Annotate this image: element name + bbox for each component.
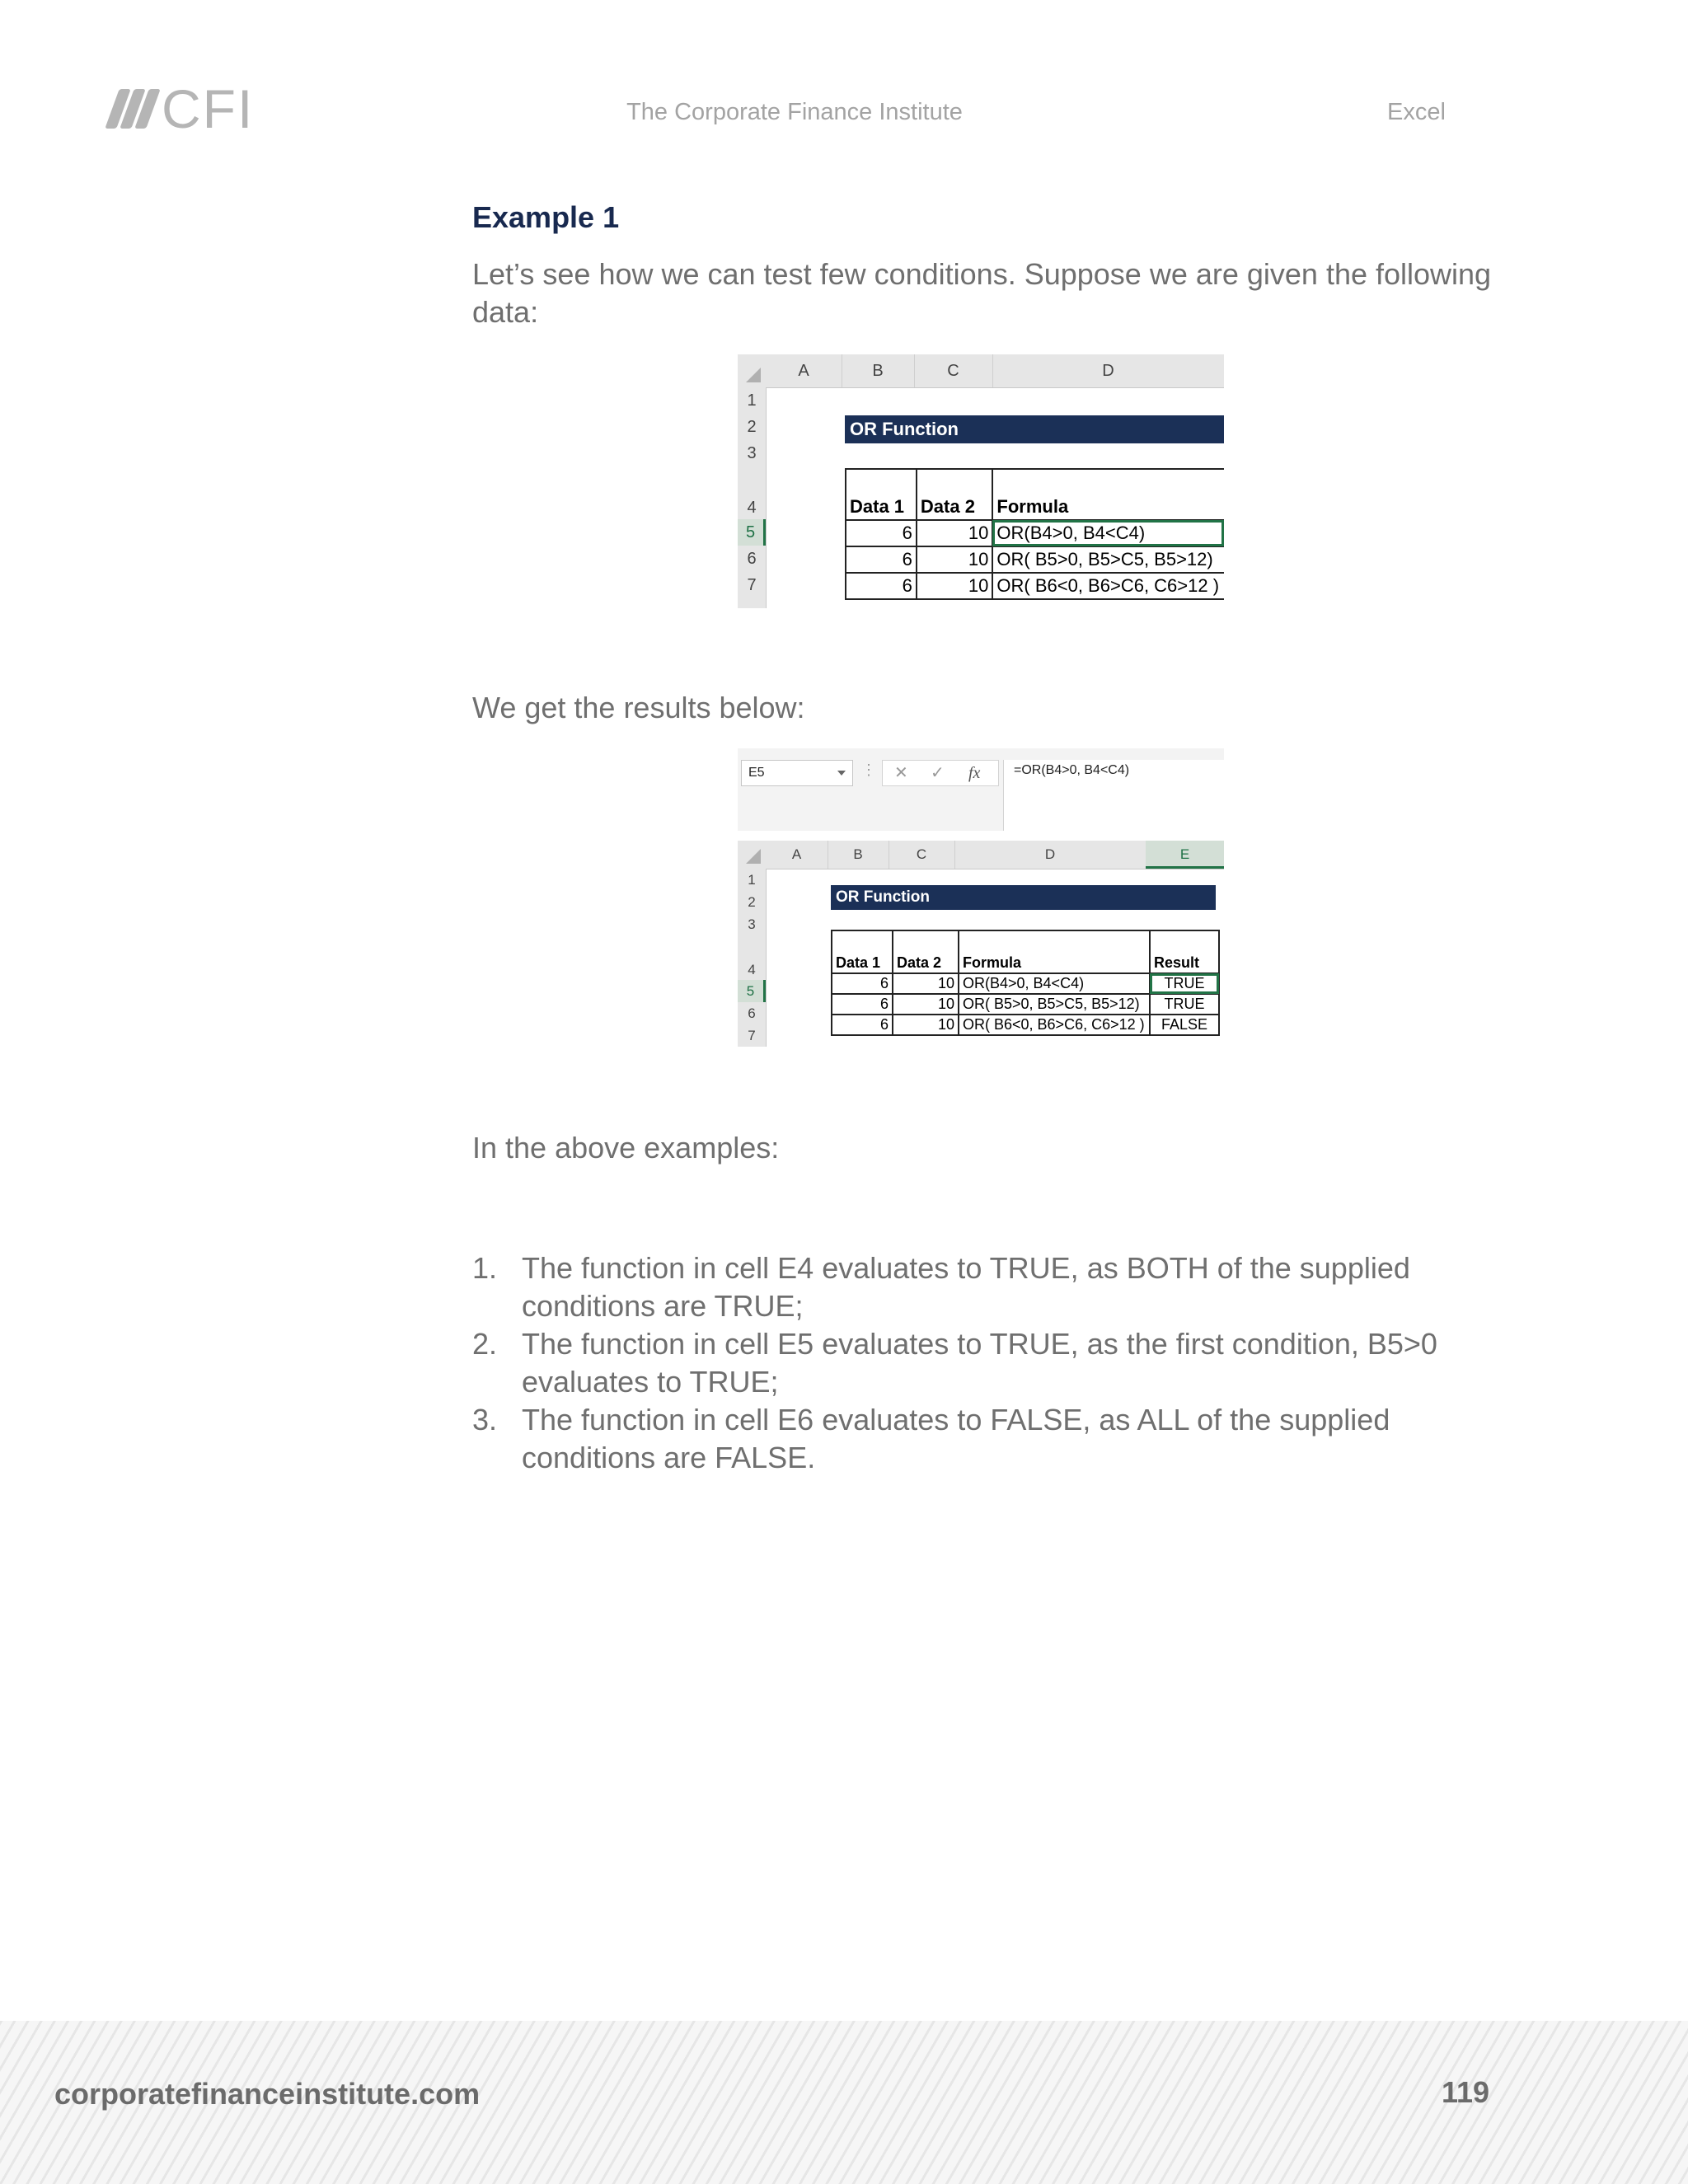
row-header-selected: 5 [738, 980, 766, 1002]
name-box[interactable] [741, 760, 853, 786]
main-content [472, 198, 1494, 331]
data-table [845, 468, 1224, 600]
cell: OR(B4>0, B4<C4) [992, 520, 1224, 546]
cancel-icon[interactable]: ✕ [894, 764, 908, 782]
footer-site: corporatefinanceinstitute.com [54, 2077, 481, 2111]
table-row [832, 973, 1219, 994]
results-table [831, 930, 1220, 1036]
results-intro: We get the results below: [472, 691, 805, 724]
column-header: B [842, 354, 915, 387]
cell: 10 [917, 520, 993, 546]
column-header: D [1102, 362, 1114, 380]
table-row [846, 520, 1224, 546]
row-header: 1 [747, 391, 757, 410]
row-headers [738, 387, 767, 608]
column-header: C [889, 841, 955, 869]
formula-controls [882, 760, 999, 786]
header-cell: Data 1 [846, 469, 917, 520]
chevron-down-icon [837, 771, 846, 776]
intro-paragraph: Let’s see how we can test few conditions. Suppose we are given the following data: [472, 257, 1492, 329]
excel-screenshot-results [738, 748, 1224, 1047]
list-item: 3. The function in cell E6 evaluates to FALSE, as ALL of the supplied conditions are FALSE. [472, 1403, 1390, 1474]
select-all-corner [738, 354, 766, 387]
row-header: 6 [748, 1005, 756, 1021]
column-header: B [828, 841, 889, 869]
header-cell: Formula [959, 930, 1150, 973]
formula-bar [738, 748, 1224, 831]
cell: 6 [832, 973, 893, 994]
row-header: 4 [748, 962, 756, 977]
row-header: 4 [747, 499, 757, 517]
or-function-banner: OR Function [831, 885, 1216, 910]
cell: 10 [917, 546, 993, 573]
column-headers [766, 354, 1224, 388]
cell: OR( B6<0, B6>C6, C6>12 ) [959, 1015, 1150, 1035]
table-header-row [832, 930, 1219, 973]
cell: OR( B5>0, B5>C5, B5>12) [992, 546, 1224, 573]
header-title: The Corporate Finance Institute [626, 99, 963, 125]
cell: 6 [832, 1015, 893, 1035]
select-all-corner [738, 841, 766, 869]
cell: OR( B6<0, B6>C6, C6>12 ) [992, 573, 1224, 599]
explanation-list [472, 1249, 1494, 1477]
header-cell: Formula [992, 469, 1224, 520]
row-header-selected: 5 [738, 519, 766, 546]
excel-screenshot-data [738, 354, 1224, 608]
list-item: 2. The function in cell E5 evaluates to TRUE, as the first condition, B5>0 evaluates to TRUE; [472, 1327, 1437, 1399]
column-headers [766, 841, 1224, 869]
column-header: A [766, 841, 828, 869]
header-cell: Result [1150, 930, 1219, 973]
result-cell: TRUE [1150, 973, 1219, 994]
header-cell: Data 1 [832, 930, 893, 973]
page-number: 119 [1442, 2075, 1490, 2109]
cell: 10 [917, 573, 993, 599]
name-box-value: E5 [748, 766, 765, 780]
row-header: 7 [748, 1028, 756, 1043]
result-cell: TRUE [1150, 994, 1219, 1015]
row-header: 2 [748, 894, 756, 910]
cell: 6 [832, 994, 893, 1015]
above-examples-text: In the above examples: [472, 1131, 780, 1165]
list-item: 1. The function in cell E4 evaluates to TRUE, as BOTH of the supplied conditions are TRUE; [472, 1251, 1410, 1323]
header-cell: Data 2 [893, 930, 959, 973]
table-row [846, 546, 1224, 573]
row-header: 7 [747, 576, 757, 594]
more-icon: ⋮ [861, 762, 876, 778]
table-row [832, 994, 1219, 1015]
formula-input[interactable]: =OR(B4>0, B4<C4) [1003, 760, 1224, 831]
column-header-selected: E [1146, 841, 1224, 869]
cell: 10 [893, 994, 959, 1015]
cell: 10 [893, 1015, 959, 1035]
logo-text: CFI [162, 78, 255, 139]
or-function-banner: OR Function [845, 415, 1224, 443]
header-cell: Data 2 [917, 469, 993, 520]
example-heading: Example 1 [472, 200, 620, 234]
cell: 6 [846, 546, 917, 573]
enter-check-icon[interactable]: ✓ [931, 764, 945, 782]
row-header: 6 [747, 550, 757, 568]
header-section: Excel [1387, 99, 1446, 125]
insert-function-icon[interactable]: fx [968, 764, 981, 782]
cell: OR( B5>0, B5>C5, B5>12) [959, 994, 1150, 1015]
page-footer [0, 2021, 1688, 2184]
cell: 6 [846, 520, 917, 546]
table-row [832, 1015, 1219, 1035]
cell: 6 [846, 573, 917, 599]
column-header: C [914, 354, 993, 387]
cell: OR(B4>0, B4<C4) [959, 973, 1150, 994]
table-row [846, 573, 1224, 599]
table-header-row [846, 469, 1224, 520]
row-header: 1 [748, 872, 756, 888]
column-header: A [766, 354, 842, 387]
page-header [0, 0, 1688, 165]
row-header: 3 [748, 916, 756, 932]
column-header: D [954, 841, 1146, 869]
cell: 10 [893, 973, 959, 994]
result-cell: FALSE [1150, 1015, 1219, 1035]
row-header: 3 [747, 444, 757, 462]
row-header: 2 [747, 418, 757, 436]
row-headers [738, 869, 767, 1047]
